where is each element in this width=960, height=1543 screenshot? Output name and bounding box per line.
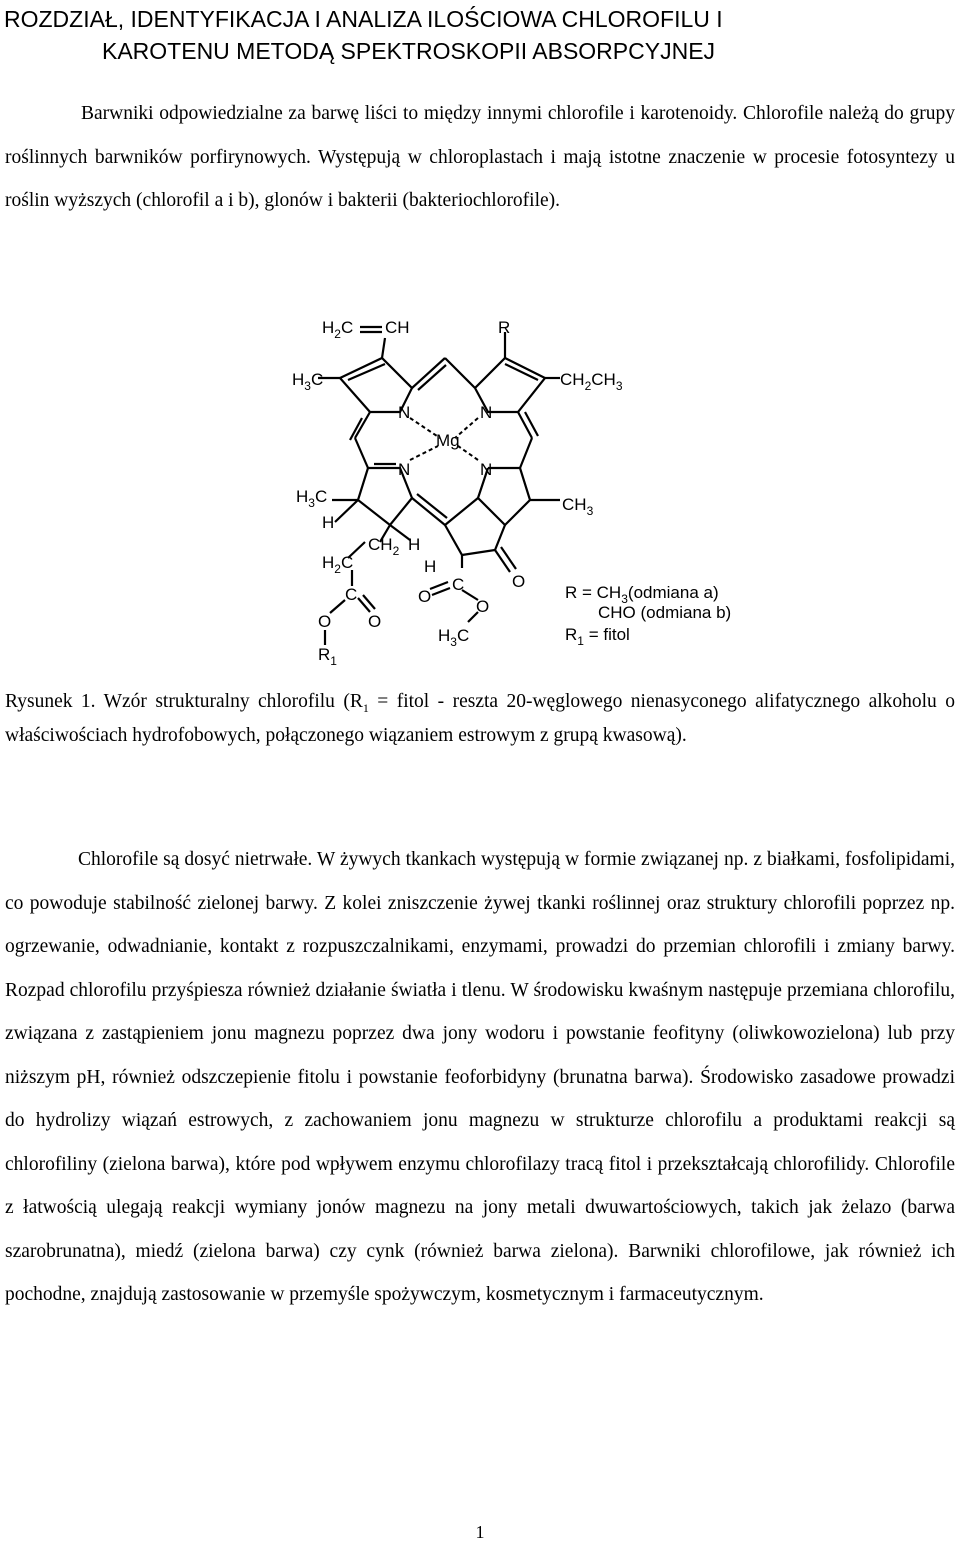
- atom-h3c-mid: $H_3C$: [296, 487, 328, 510]
- body-paragraph: Chlorofile są dosyć nietrwałe. W żywych tkankach występują w formie związanej np. z białkami, fosfolipidami, co powoduje stabilność zielonej barwy. Z kolei zniszczenie żywej tkanki roślinnej oraz struktury chlorofili poprzez np. ogrzewanie, odwadnianie, kontakt z rozpuszczalnikami, enzymami, prowadzi do przemian chlorofili i zmiany barwy. Rozpad chlorofilu przyśpiesza również działanie światła i tlenu. W środowisku kwaśnym następuje przemiana chlorofilu, związana z zastąpieniem jonu magnezu poprzez dwa jony wodoru i powstanie feofityny (oliwkowozielona) lub przy niższym pH, również odszczepienie fitolu i powstanie feoforbidyny (brunatna barwa). Środowisko zasadowe prowadzi do hydrolizy wiązań estrowych, z zachowaniem jonu magnezu w strukturze chlorofilu a produktami reakcji są chlorofiliny (zielona barwa), które pod wpływem enzymu chlorofilazy tracą fitol i przekształcają chlorofilidy. Chlorofile z łatwością ulegają reakcji wymiany jonów magnezu na jony metali dwuwartościowych, takich jak żelazo (barwa szarobrunatna), miedź (zielona barwa) czy cynk (również barwa zielona). Barwniki chlorofilowe, jak również ich pochodne, znajdują zastosowanie w przemyśle spożywczym, kosmetycznym i farmaceutycznym.: [5, 849, 955, 1305]
- atom-r1: $R_1$: [318, 645, 337, 668]
- document-title: [4, 3, 956, 67]
- atom-h2c-vinyl: $H_2C$: [322, 318, 354, 341]
- atom-o-ester2-dbl: O: [418, 587, 432, 606]
- title-line-1: ROZDZIAŁ, IDENTYFIKACJA I ANALIZA ILOŚCIOWA CHLOROFILU I: [4, 6, 723, 32]
- structure-legend: [565, 583, 731, 648]
- atom-o-ester2: O: [476, 597, 490, 616]
- atom-h2c-chain: $H_2C$: [322, 553, 354, 576]
- atom-ch-vinyl: CH: [385, 318, 410, 337]
- title-line-2: KAROTENU METODĄ SPEKTROSKOPII ABSORPCYJNEJ: [102, 38, 716, 64]
- atom-ch2ch3: $CH_2CH_3$: [560, 370, 623, 393]
- legend-line-3: $R_1$ = fitol: [565, 625, 630, 648]
- atom-n2: N: [480, 403, 493, 422]
- atom-h-chain: H: [408, 535, 421, 554]
- intro-paragraph: Barwniki odpowiedzialne za barwę liści to między innymi chlorofile i karotenoidy. Chlorofile należą do grupy roślinnych barwników porfirynowych. Występują w chloroplastach i mają istotne znaczenie w procesie fotosyntezy u roślin wyższych (chlorofil a i b), glonów i bakterii (bakteriochlorofile).: [5, 103, 955, 211]
- atom-h3c-top: $H_3C$: [292, 370, 324, 393]
- atom-n4: N: [480, 460, 493, 479]
- page-number: 1: [475, 1522, 485, 1542]
- atom-h3c-ester: $H_3C$: [438, 626, 470, 649]
- legend-line-1: $R = CH_3(odmiana$ a): [565, 583, 719, 606]
- atom-n3: N: [398, 460, 411, 479]
- chlorophyll-structure-figure: [0, 300, 960, 680]
- atom-c-ester1: C: [345, 585, 358, 604]
- figure-caption: Rysunek 1. Wzór strukturalny chlorofilu ($R_1$ = fitol - reszta 20-węglowego nienasyconego alifatycznego alkoholu o właściwościach hydrofobowych, połączonego wiązaniem estrowym z grupą kwasową).: [5, 691, 955, 747]
- atom-o-ester1-single: O: [318, 612, 332, 631]
- atom-h-ring5: H: [424, 557, 437, 576]
- atom-c-ester2: C: [452, 575, 465, 594]
- legend-line-2: CHO (odmiana b): [598, 603, 732, 622]
- atom-mg: Mg: [436, 431, 460, 450]
- atom-n1: N: [398, 403, 411, 422]
- atom-o-ketone: O: [512, 572, 526, 591]
- atom-ch2-chain: $CH_2$: [368, 535, 400, 558]
- atom-h-mid: H: [322, 513, 335, 532]
- atom-o-ester1-dbl: O: [368, 612, 382, 631]
- atom-ch3-right: $CH_3$: [562, 495, 594, 518]
- atom-r-top: R: [498, 318, 511, 337]
